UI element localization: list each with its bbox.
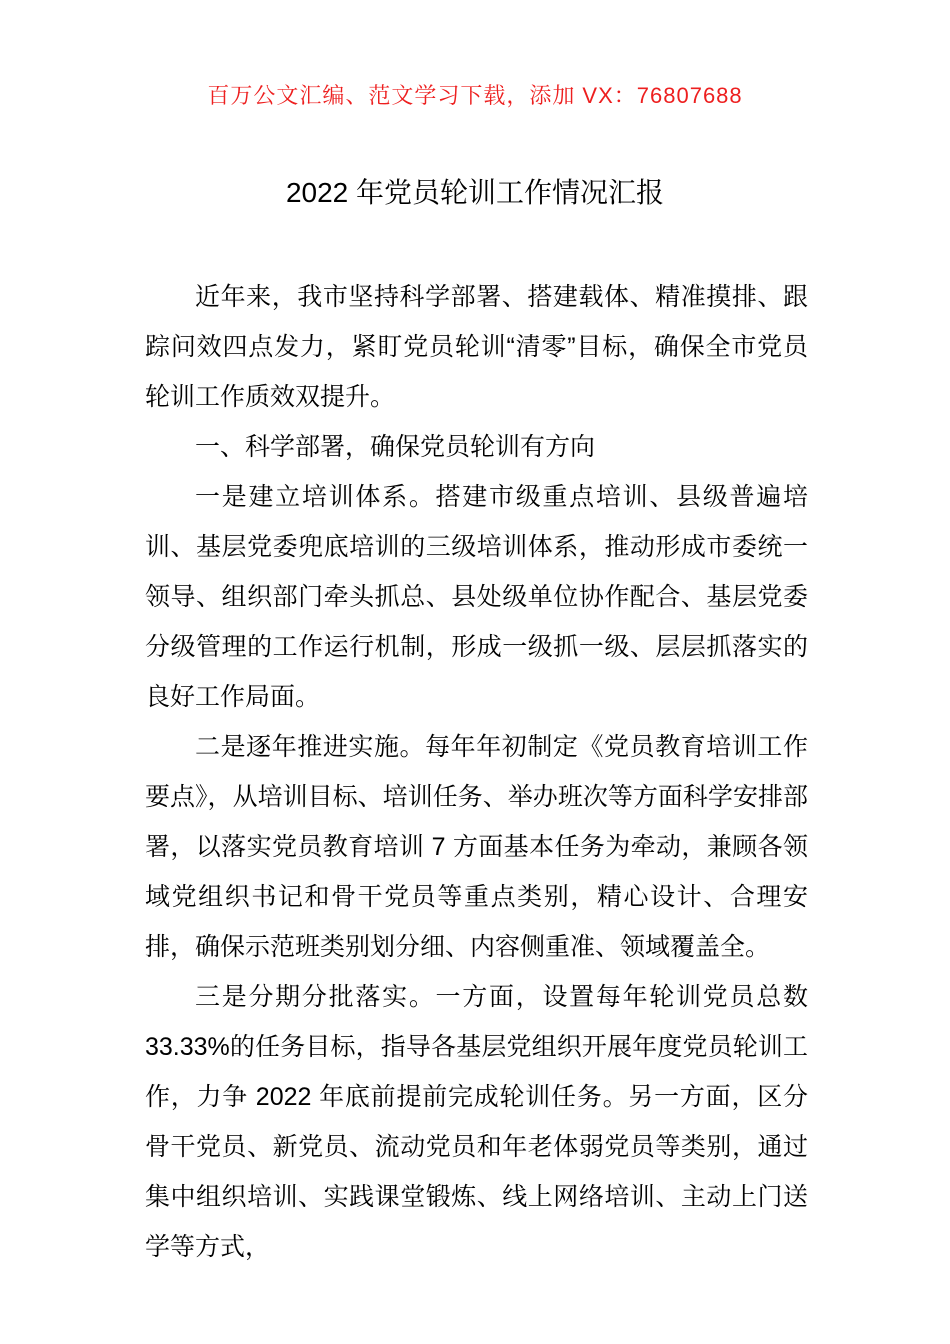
promo-header bbox=[0, 82, 950, 110]
paragraph-point-1: 一是建立培训体系。搭建市级重点培训、县级普遍培训、基层党委兜底培训的三级培训体系，推动形成市委统一领导、组织部门牵头抓总、县处级单位协作配合、基层党委分级管理的工作运行机制，形成一级抓一级、层层抓落实的良好工作局面。 bbox=[145, 483, 808, 711]
section-heading-1: 一、科学部署，确保党员轮训有方向 bbox=[195, 433, 596, 461]
page-title: 2022 年党员轮训工作情况汇报 bbox=[285, 177, 665, 208]
promo-text: 百万公文汇编、范文学习下载，添加 VX：76807688 bbox=[207, 83, 743, 108]
document-body bbox=[145, 272, 808, 1272]
paragraph-point-3: 三是分期分批落实。一方面，设置每年轮训党员总数 33.33%的任务目标，指导各基层党组织开展年度党员轮训工作，力争 2022 年底前提前完成轮训任务。另一方面，区分骨干党员、新党员、流动党员和年老体弱党员等类别，通过集中组织培训、实践课堂锻炼、线上网络培训、主动上门送学等方式， bbox=[145, 983, 808, 1261]
paragraph-intro: 近年来，我市坚持科学部署、搭建载体、精准摸排、跟踪问效四点发力，紧盯党员轮训“清零”目标，确保全市党员轮训工作质效双提升。 bbox=[145, 283, 808, 411]
paragraph-point-2: 二是逐年推进实施。每年年初制定《党员教育培训工作要点》，从培训目标、培训任务、举办班次等方面科学安排部署，以落实党员教育培训 7 方面基本任务为牵动，兼顾各领域党组织书记和骨干党员等重点类别，精心设计、合理安排，确保示范班类别划分细、内容侧重准、领域覆盖全。 bbox=[145, 733, 808, 961]
